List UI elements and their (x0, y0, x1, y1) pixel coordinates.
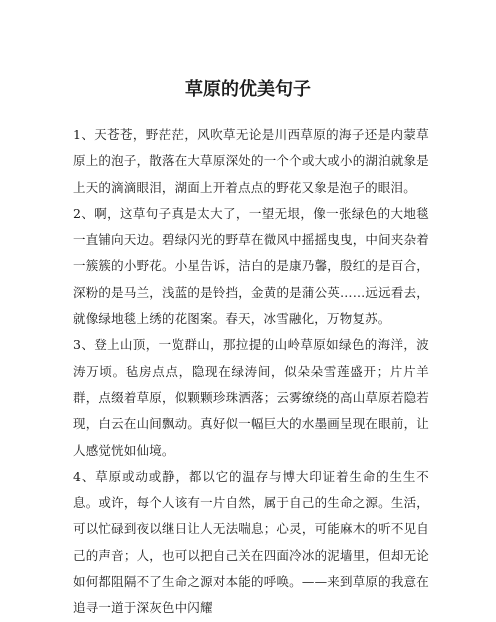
document-body (73, 122, 429, 622)
document-title: 草原的优美句子 (185, 79, 311, 100)
paragraph-1: 1、天苍苍，野茫茫，风吹草无论是川西草原的海子还是内蒙草原上的泡子，散落在大草原深处的一个个或大或小的湖泊就象是上天的滴滴眼泪，湖面上开着点点的野花又象是泡子的眼泪。 (73, 127, 429, 195)
paragraph-2: 2、啊，这草句子真是太大了，一望无垠，像一张绿色的大地毯一直铺向天边。碧绿闪光的野草在微风中摇摇曳曳，中间夹杂着一簇簇的小野花。小星告诉，洁白的是康乃馨，殷红的是百合，深粉的是马兰，浅蓝的是铃挡，金黄的是蒲公英……远远看去，就像绿地毯上绣的花图案。春天，冰雪融化，万物复苏。 (73, 205, 429, 327)
paragraph-4: 4、草原或动或静，都以它的温存与博大印证着生命的生生不息。或许，每个人该有一片自然，属于自己的生命之源。生活，可以忙碌到夜以继日让人无法喘息；心灵，可能麻木的听不见自己的声音；人，也可以把自己关在四面冷冰的泥墙里，但却无论如何都阻隔不了生命之源对本能的呼唤。——来到草原的我意在追寻一道于深灰色中闪耀 (73, 468, 429, 616)
paragraph-3: 3、登上山顶，一览群山，那拉提的山岭草原如绿色的海洋，波涛万顷。毡房点点，隐现在绿涛间，似朵朵雪莲盛开；片片羊群，点缀着草原，似颗颗珍珠洒落；云雾缭绕的高山草原若隐若现，白云在山间飘动。真好似一幅巨大的水墨画呈现在眼前，让人感觉恍如仙境。 (73, 337, 429, 458)
